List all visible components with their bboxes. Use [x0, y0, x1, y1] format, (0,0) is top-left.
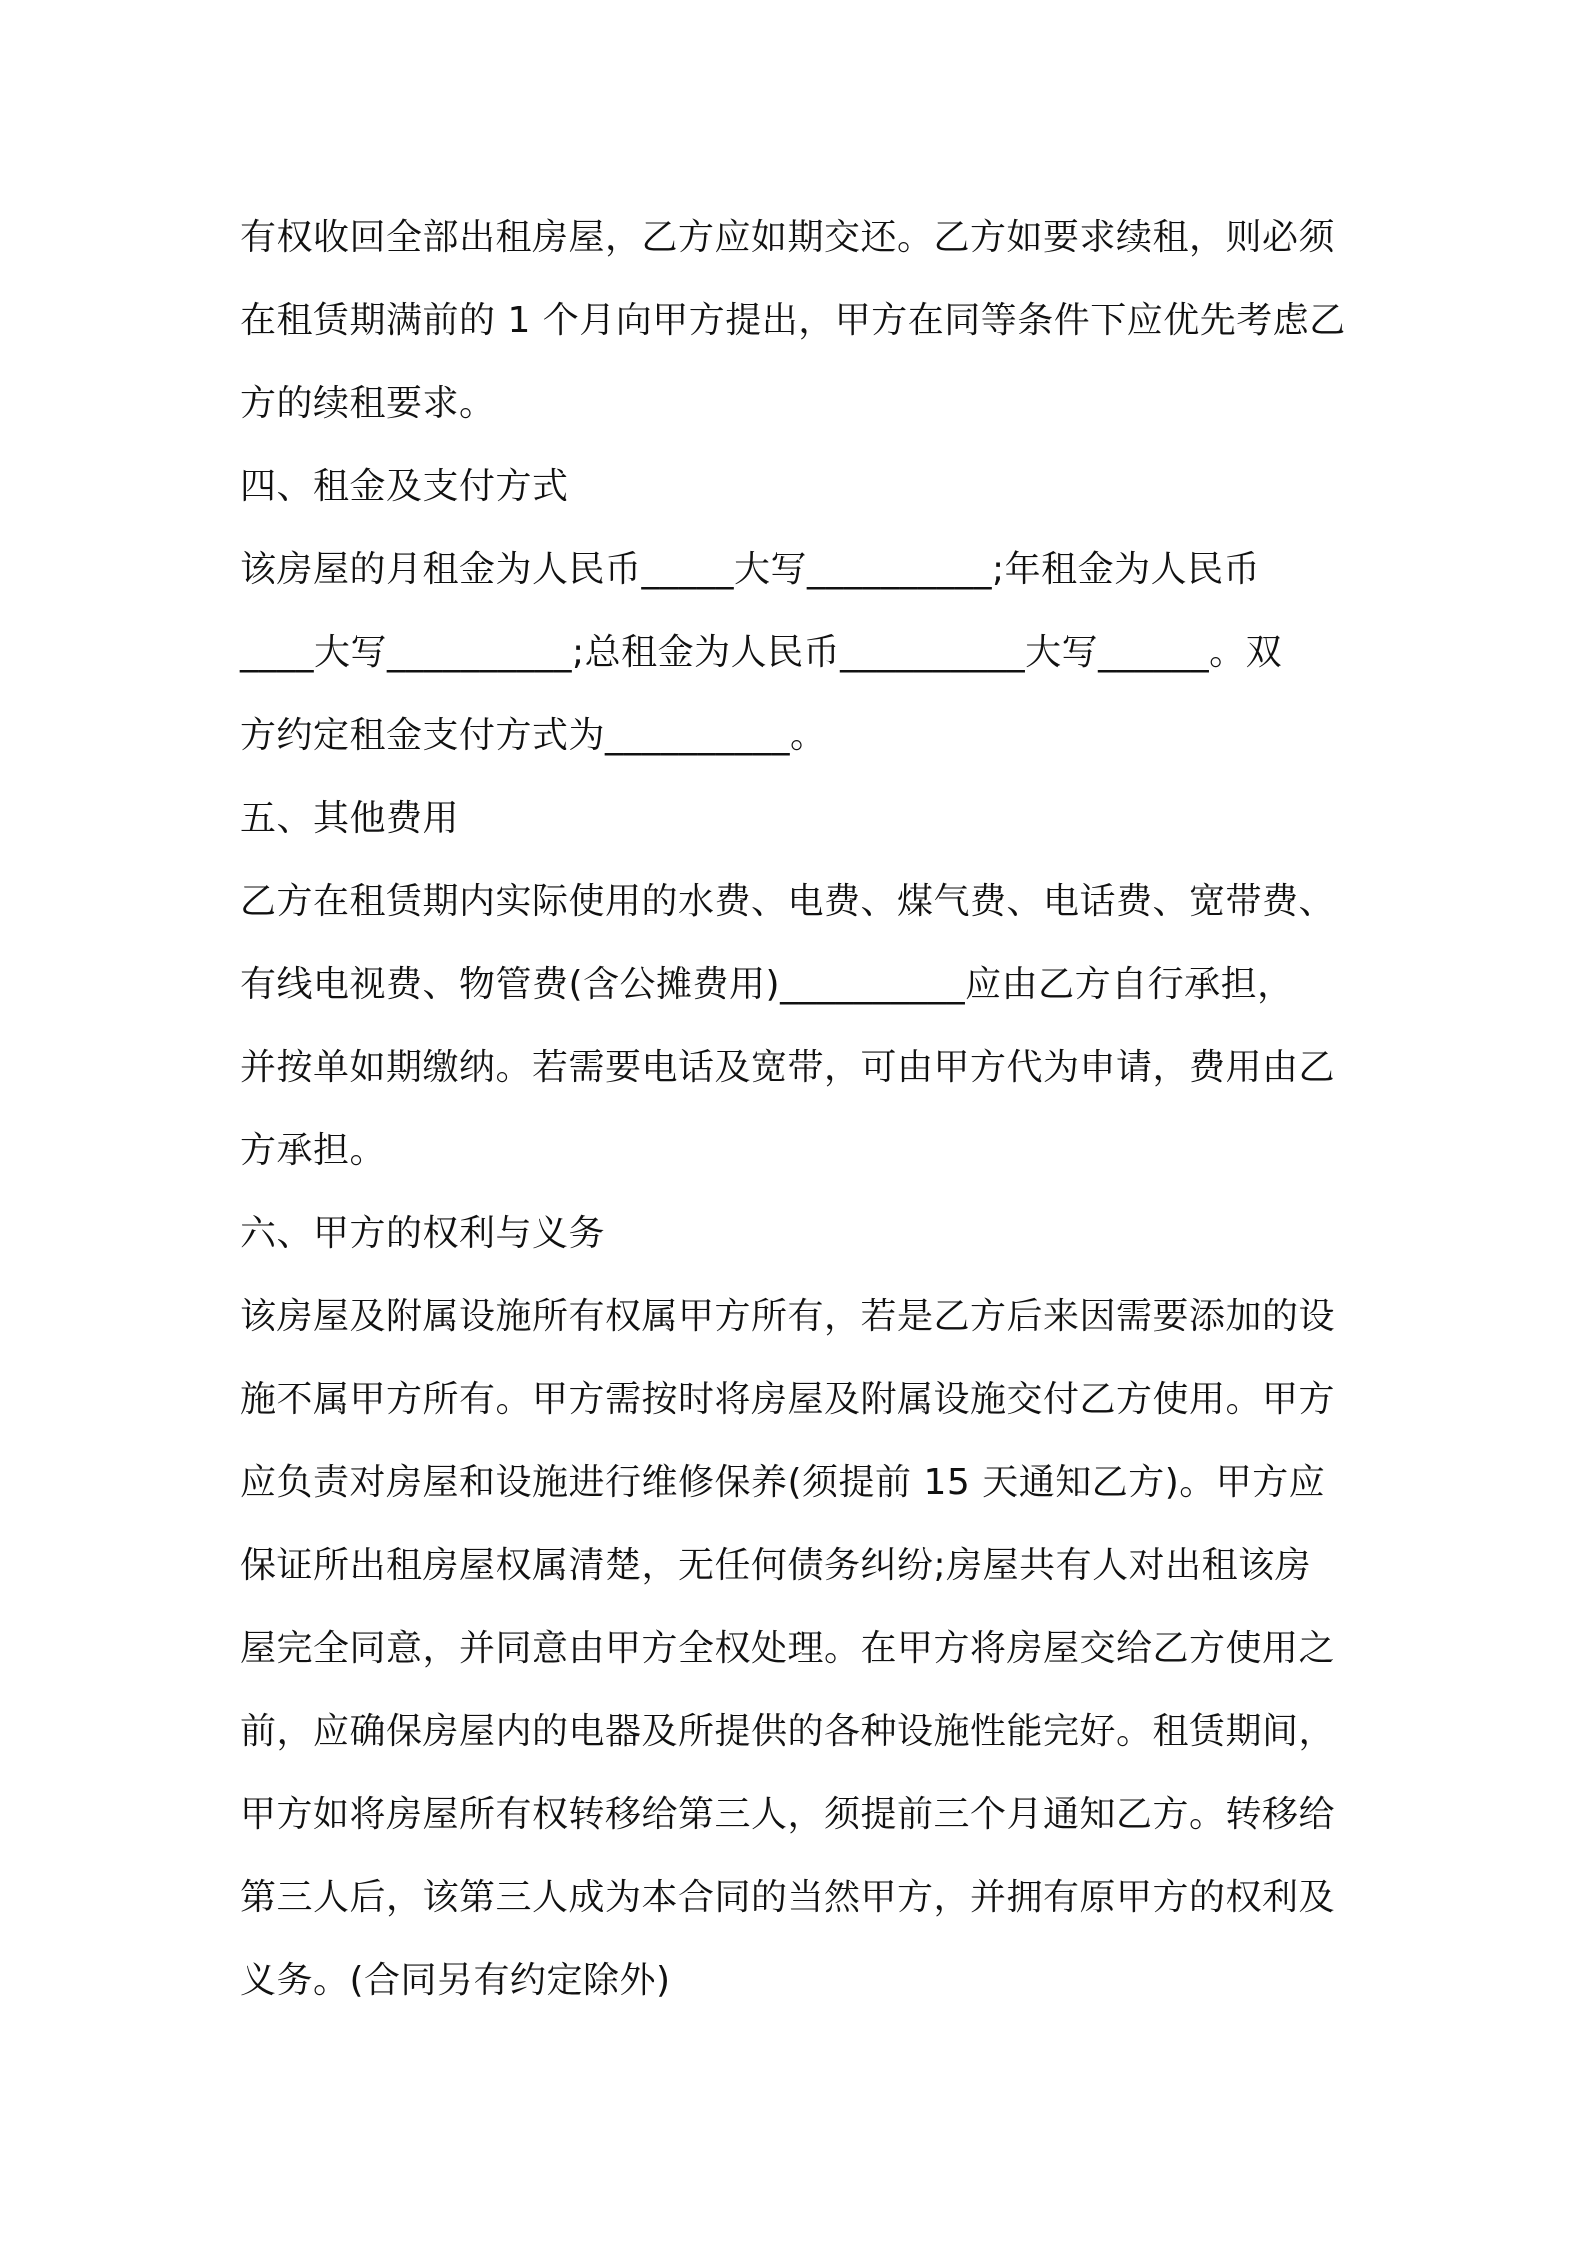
section-heading-rent-payment: 四、租金及支付方式 [240, 466, 569, 507]
text-line: 义务。(合同另有约定除外) [240, 1960, 671, 2001]
text-line: 保证所出租房屋权属清楚，无任何债务纠纷;房屋共有人对出租该房 [240, 1545, 1312, 1586]
text-line: 并按单如期缴纳。若需要电话及宽带，可由甲方代为申请，费用由乙 [240, 1047, 1336, 1088]
text-line: 方承担。 [240, 1130, 387, 1171]
text-line: 方的续租要求。 [240, 383, 496, 424]
text-line: 应负责对房屋和设施进行维修保养(须提前 15 天通知乙方)。甲方应 [240, 1462, 1326, 1503]
section-heading-party-a-rights: 六、甲方的权利与义务 [240, 1213, 606, 1254]
section-heading-other-fees: 五、其他费用 [240, 798, 460, 839]
text-line: 甲方如将房屋所有权转移给第三人，须提前三个月通知乙方。转移给 [240, 1794, 1336, 1835]
text-line: 有线电视费、物管费(含公摊费用)__________应由乙方自行承担， [240, 964, 1294, 1005]
text-line: 该房屋及附属设施所有权属甲方所有，若是乙方后来因需要添加的设 [240, 1296, 1336, 1337]
text-line: ____大写__________;总租金为人民币__________大写______。双 [240, 632, 1283, 673]
text-line: 乙方在租赁期内实际使用的水费、电费、煤气费、电话费、宽带费、 [240, 881, 1336, 922]
text-line: 施不属甲方所有。甲方需按时将房屋及附属设施交付乙方使用。甲方 [240, 1379, 1336, 1420]
document-page [240, 196, 1360, 2022]
paragraph-rent-payment [240, 528, 1360, 777]
text-line: 屋完全同意，并同意由甲方全权处理。在甲方将房屋交给乙方使用之 [240, 1628, 1336, 1669]
paragraph-other-fees [240, 860, 1360, 1192]
text-line: 在租赁期满前的 1 个月向甲方提出，甲方在同等条件下应优先考虑乙 [240, 300, 1346, 341]
text-line: 方约定租金支付方式为__________。 [240, 715, 827, 756]
paragraph-party-a-rights [240, 1275, 1360, 2022]
text-line: 有权收回全部出租房屋，乙方应如期交还。乙方如要求续租，则必须 [240, 217, 1336, 258]
paragraph-renewal [240, 196, 1360, 445]
text-line: 该房屋的月租金为人民币_____大写__________;年租金为人民币 [240, 549, 1261, 590]
text-line: 前，应确保房屋内的电器及所提供的各种设施性能完好。租赁期间， [240, 1711, 1336, 1752]
text-line: 第三人后，该第三人成为本合同的当然甲方，并拥有原甲方的权利及 [240, 1877, 1336, 1918]
